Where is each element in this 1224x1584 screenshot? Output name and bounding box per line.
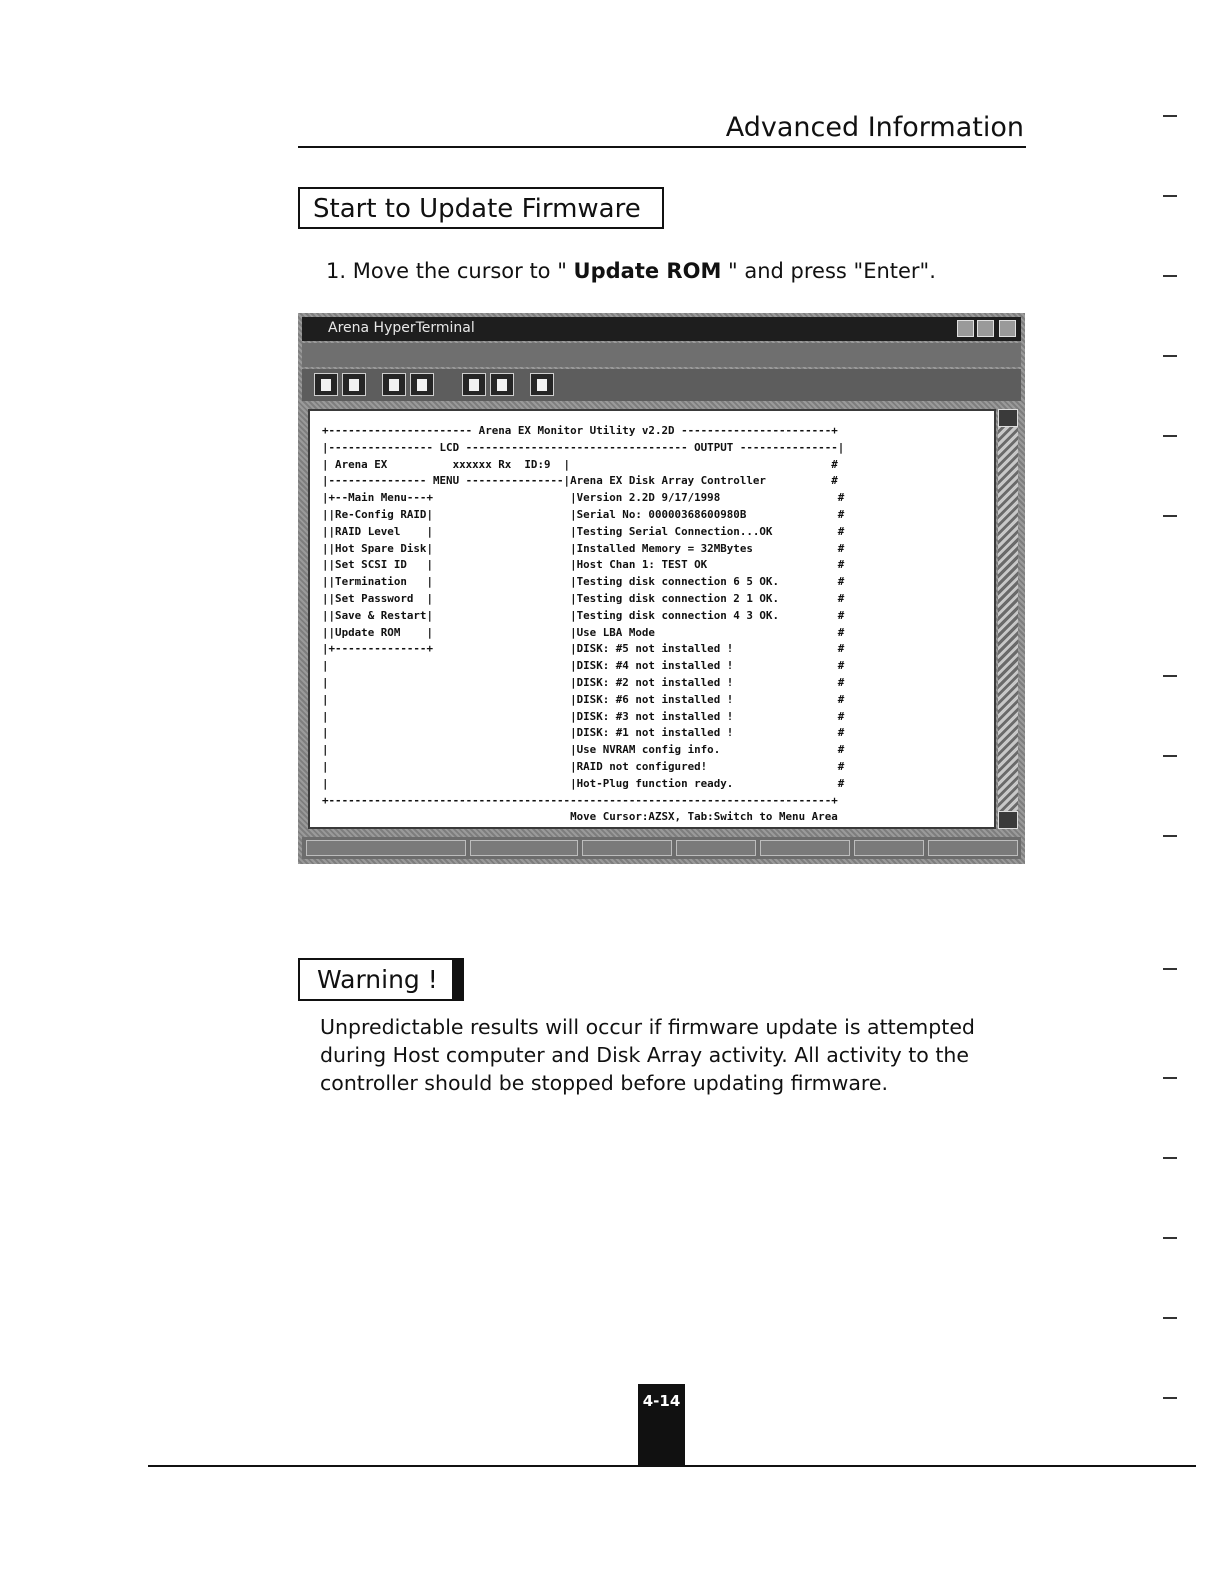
status-cell [470,840,578,856]
step-text-before: Move the cursor to " [352,259,574,283]
page-number: 4-14 [638,1384,685,1466]
header-rule [298,146,1026,148]
terminal-window[interactable] [308,409,996,829]
terminal-line: | |RAID not configured! # [322,759,845,773]
margin-tick [1163,115,1177,117]
hyperterminal-screenshot [298,313,1025,864]
scroll-up-button[interactable] [998,409,1018,427]
terminal-line: ||Termination | |Testing disk connection 6 5 OK. # [322,575,845,589]
margin-tick [1163,355,1177,357]
margin-tick [1163,835,1177,837]
step-instruction [326,259,936,283]
margin-tick [1163,1077,1177,1079]
margin-tick [1163,675,1177,677]
footer-rule [148,1465,1196,1467]
margin-tick [1163,1317,1177,1319]
properties-icon[interactable] [530,373,554,396]
terminal-line: ||RAID Level | |Testing Serial Connection...OK # [322,524,845,538]
terminal-line: ||Save & Restart| |Testing disk connection 4 3 OK. # [322,608,845,622]
terminal-line: |--------------- MENU ---------------|Arena EX Disk Array Controller # [322,474,838,488]
step-highlight: Update ROM [573,259,722,283]
margin-tick [1163,1157,1177,1159]
margin-tick [1163,1397,1177,1399]
section-title: Start to Update Firmware [298,187,664,229]
warning-text: Unpredictable results will occur if firmware update is attempted during Host computer and Disk Array activity. All activity to the controller should be stopped before updating firmware. [320,1015,975,1095]
terminal-line: ||Hot Spare Disk| |Installed Memory = 32MBytes # [322,541,845,555]
warning-title: Warning ! [298,958,464,1001]
terminal-line: |+--Main Menu---+ |Version 2.2D 9/17/1998 # [322,491,845,505]
terminal-line: +-----------------------------------------------------------------------------+ [322,793,838,807]
terminal-line: |+--------------+ |DISK: #5 not installed ! # [322,642,845,656]
send-file-icon[interactable] [462,373,486,396]
connect-icon[interactable] [382,373,406,396]
margin-tick [1163,755,1177,757]
step-text-after: " and press "Enter". [721,259,936,283]
status-cell [854,840,924,856]
status-cell [928,840,1018,856]
terminal-line: ||Re-Config RAID| |Serial No: 00000368600980B # [322,507,845,521]
margin-tick [1163,1237,1177,1239]
window-titlebar [302,317,1021,341]
toolbar [302,369,1021,401]
status-cell [306,840,466,856]
terminal-line: | |DISK: #4 not installed ! # [322,659,845,673]
vertical-scrollbar[interactable] [998,409,1018,829]
terminal-line: | |DISK: #2 not installed ! # [322,675,845,689]
margin-tick [1163,275,1177,277]
header-title: Advanced Information [725,112,1024,143]
terminal-line: | |Hot-Plug function ready. # [322,776,845,790]
margin-tick [1163,195,1177,197]
status-cell [760,840,850,856]
terminal-line: | |Use NVRAM config info. # [322,743,845,757]
margin-tick [1163,435,1177,437]
terminal-line: | |DISK: #3 not installed ! # [322,709,845,723]
terminal-line: Move Cursor:AZSX, Tab:Switch to Menu Area [322,810,838,824]
status-bar [302,837,1021,859]
terminal-line: | |DISK: #6 not installed ! # [322,692,845,706]
terminal-line: ||Set SCSI ID | |Host Chan 1: TEST OK # [322,558,845,572]
terminal-line: ||Update ROM | |Use LBA Mode # [322,625,845,639]
disconnect-icon[interactable] [410,373,434,396]
open-folder-icon[interactable] [342,373,366,396]
menu-bar[interactable] [302,343,1021,367]
status-cell [582,840,672,856]
minimize-button[interactable] [957,320,974,337]
status-cell [676,840,756,856]
terminal-line: | Arena EX xxxxxx Rx ID:9 | # [322,457,838,471]
receive-file-icon[interactable] [490,373,514,396]
new-file-icon[interactable] [314,373,338,396]
terminal-output [322,423,844,826]
margin-tick [1163,515,1177,517]
margin-tick [1163,968,1177,970]
close-button[interactable] [999,320,1016,337]
step-number: 1. [326,259,347,283]
terminal-line: | |DISK: #1 not installed ! # [322,726,845,740]
maximize-button[interactable] [977,320,994,337]
window-title: Arena HyperTerminal [328,320,475,336]
terminal-line: +---------------------- Arena EX Monitor Utility v2.2D -----------------------+ [322,424,838,437]
terminal-line: ||Set Password | |Testing disk connection 2 1 OK. # [322,591,845,605]
terminal-line: |---------------- LCD ---------------------------------- OUTPUT ---------------| [322,440,845,454]
scroll-down-button[interactable] [998,811,1018,829]
